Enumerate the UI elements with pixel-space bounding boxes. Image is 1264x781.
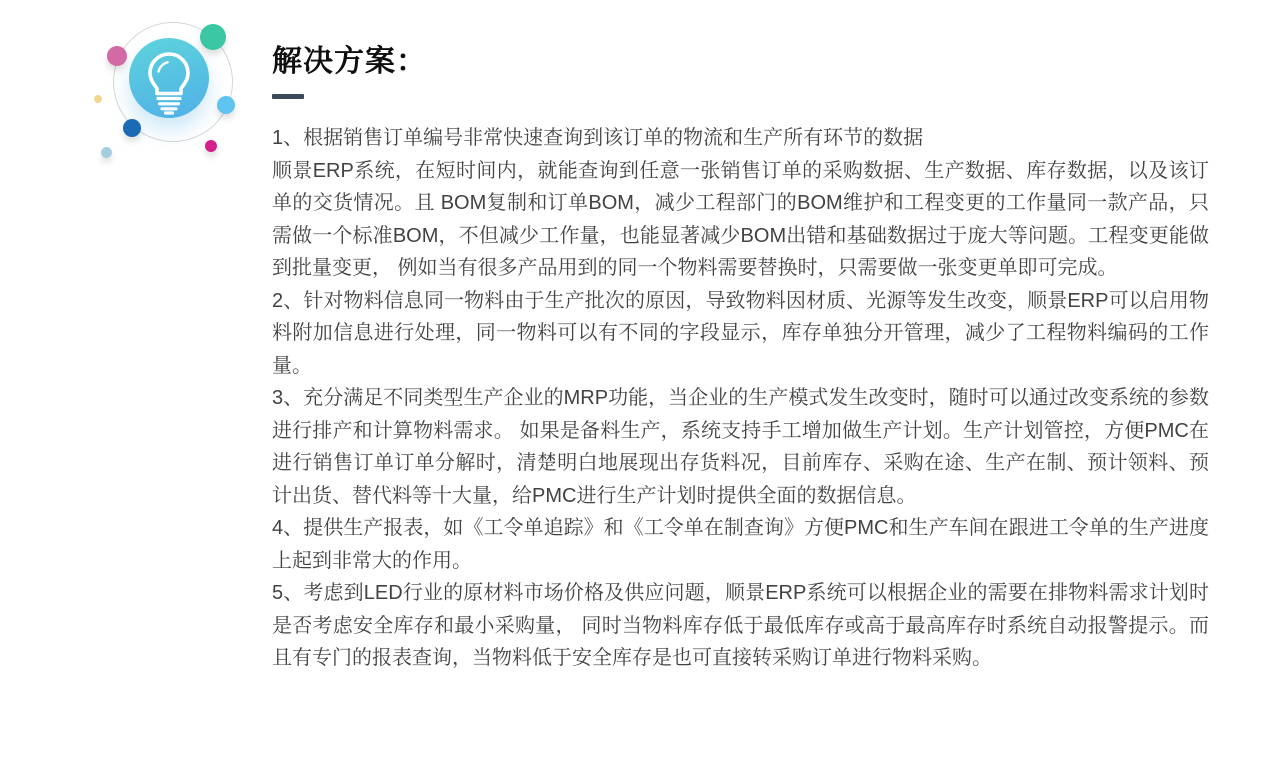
lightbulb-icon [129,38,209,118]
paragraph: 1、根据销售订单编号非常快速查询到该订单的物流和生产所有环节的数据 顺景ERP系统，在短时间内，就能查询到任意一张销售订单的采购数据、生产数据、库存数据，以及该订单的交货情况。且 BOM复制和订单BOM，减少工程部门的BOM维护和工程变更的工作量同一款产品，只需做一个标准BOM，不但减少工作量，也能显著减少BOM出错和基础数据过于庞大等问题。工程变更能做到批量变更， 例如当有很多产品用到的同一个物料需要替换时，只需要做一张变更单即可完成。 [272,127,1209,279]
dot-yellow-left [94,95,102,103]
dot-darkblue-bottom-left [123,119,141,137]
solution-text [272,122,1209,675]
lightbulb-circle [129,38,209,118]
dot-lightblue-right [217,96,235,114]
dot-pink-top-left [107,46,127,66]
lightbulb-badge [88,12,253,177]
title-underline-dash [272,94,304,99]
paragraph: 3、充分满足不同类型生产企业的MRP功能，当企业的生产模式发生改变时，随时可以通过改变系统的参数进行排产和计算物料需求。 如果是备料生产，系统支持手工增加做生产计划。生产计划管控，方便PMC在进行销售订单订单分解时，清楚明白地展现出存货料况，目前库存、采购在途、生产在制、预计领料、预计出货、替代料等十大量，给PMC进行生产计划时提供全面的数据信息。 [272,387,1209,507]
page-title: 解决方案： [272,45,427,78]
dot-teal-top-right [200,24,226,50]
dot-paleblue-bottom [101,147,112,158]
paragraph: 2、针对物料信息同一物料由于生产批次的原因，导致物料因材质、光源等发生改变，顺景ERP可以启用物料附加信息进行处理，同一物料可以有不同的字段显示，库存单独分开管理，减少了工程物料编码的工作量。 [272,289,1209,377]
paragraph: 5、考虑到LED行业的原材料市场价格及供应问题，顺景ERP系统可以根据企业的需要在排物料需求计划时是否考虑安全库存和最小采购量， 同时当物料库存低于最低库存或高于最高库存时系统自动报警提示。而且有专门的报表查询，当物料低于安全库存是也可直接转采购订单进行物料采购。 [272,582,1209,669]
paragraph: 4、提供生产报表，如《工令单追踪》和《工令单在制查询》方便PMC和生产车间在跟进工令单的生产进度上起到非常大的作用。 [272,517,1209,572]
dot-magenta-bottom-right [205,140,217,152]
